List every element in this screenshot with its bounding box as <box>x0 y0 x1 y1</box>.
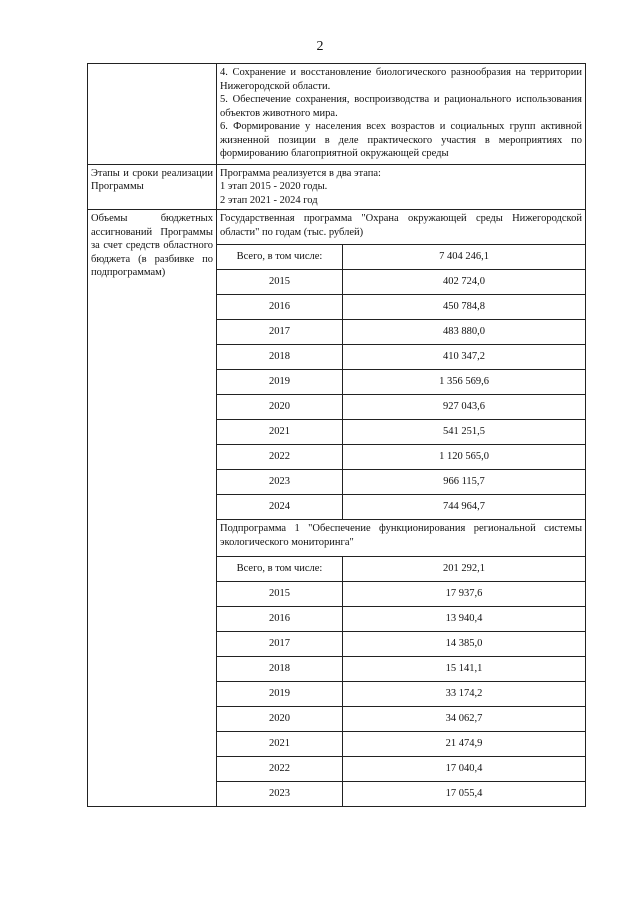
subprogram-row <box>217 557 585 582</box>
state-program-row <box>217 345 585 370</box>
amount-cell: 34 062,7 <box>343 707 586 732</box>
state-program-table <box>217 244 585 520</box>
year-cell: 2015 <box>217 582 343 607</box>
year-cell: 2020 <box>217 707 343 732</box>
amount-cell: 541 251,5 <box>343 420 586 445</box>
year-cell: 2022 <box>217 757 343 782</box>
subprogram-row <box>217 582 585 607</box>
stages-line-3: 2 этап 2021 - 2024 год <box>220 194 318 206</box>
state-program-row <box>217 395 585 420</box>
budget-label: Объемы бюджетных ассигнований Программы за счет средств областного бюджета (в разбивке по подпрограммам) <box>88 210 217 807</box>
budget-row <box>88 210 586 807</box>
amount-cell: 966 115,7 <box>343 470 586 495</box>
subprogram-row <box>217 682 585 707</box>
year-cell: 2023 <box>217 782 343 807</box>
subprogram-row <box>217 632 585 657</box>
amount-cell: 927 043,6 <box>343 395 586 420</box>
amount-cell: 17 937,6 <box>343 582 586 607</box>
stages-line-1: Программа реализуется в два этапа: <box>220 167 381 179</box>
subprogram-table <box>217 556 585 806</box>
state-program-row <box>217 270 585 295</box>
amount-cell: 21 474,9 <box>343 732 586 757</box>
stages-line-2: 1 этап 2015 - 2020 годы. <box>220 181 328 192</box>
state-program-row <box>217 495 585 520</box>
task-6: 6. Формирование у населения всех возрастов и социальных групп активной жизненной позиции в деле практического участия в мероприятиях по формированию благоприятной окружающей среды <box>220 121 582 159</box>
subprogram-row <box>217 607 585 632</box>
state-program-title: Государственная программа "Охрана окружающей среды Нижегородской области" по годам (тыс. рублей) <box>220 213 582 238</box>
state-program-row <box>217 295 585 320</box>
amount-cell: 33 174,2 <box>343 682 586 707</box>
year-cell: 2020 <box>217 395 343 420</box>
year-cell: 2021 <box>217 420 343 445</box>
year-cell: 2015 <box>217 270 343 295</box>
year-cell: Всего, в том числе: <box>217 245 343 270</box>
task-5: 5. Обеспечение сохранения, воспроизводства и рационального использования объектов животного мира. <box>220 94 582 119</box>
amount-cell: 201 292,1 <box>343 557 586 582</box>
amount-cell: 1 356 569,6 <box>343 370 586 395</box>
amount-cell: 7 404 246,1 <box>343 245 586 270</box>
tasks-label-cell <box>88 64 217 165</box>
subprogram-row <box>217 732 585 757</box>
amount-cell: 14 385,0 <box>343 632 586 657</box>
subprogram-row <box>217 707 585 732</box>
tasks-cell <box>217 64 586 165</box>
amount-cell: 17 040,4 <box>343 757 586 782</box>
subprogram-row <box>217 757 585 782</box>
year-cell: 2017 <box>217 320 343 345</box>
amount-cell: 450 784,8 <box>343 295 586 320</box>
year-cell: 2016 <box>217 607 343 632</box>
year-cell: 2017 <box>217 632 343 657</box>
state-program-row <box>217 370 585 395</box>
amount-cell: 410 347,2 <box>343 345 586 370</box>
state-program-row <box>217 320 585 345</box>
year-cell: 2018 <box>217 657 343 682</box>
subprogram-row <box>217 782 585 807</box>
state-program-row <box>217 470 585 495</box>
stages-cell <box>217 164 586 210</box>
task-4: 4. Сохранение и восстановление биологического разнообразия на территории Нижегородской области. <box>220 67 582 92</box>
state-program-row <box>217 245 585 270</box>
amount-cell: 1 120 565,0 <box>343 445 586 470</box>
year-cell: 2018 <box>217 345 343 370</box>
year-cell: 2024 <box>217 495 343 520</box>
program-passport-table <box>87 63 586 807</box>
year-cell: 2019 <box>217 682 343 707</box>
amount-cell: 483 880,0 <box>343 320 586 345</box>
stages-row <box>88 164 586 210</box>
subprogram-title: Подпрограмма 1 "Обеспечение функционирования региональной системы экологического мониторинга" <box>220 523 582 548</box>
year-cell: 2023 <box>217 470 343 495</box>
year-cell: 2016 <box>217 295 343 320</box>
stages-label: Этапы и сроки реализации Программы <box>88 164 217 210</box>
year-cell: 2021 <box>217 732 343 757</box>
year-cell: 2022 <box>217 445 343 470</box>
subprogram-row <box>217 657 585 682</box>
amount-cell: 402 724,0 <box>343 270 586 295</box>
state-program-row <box>217 445 585 470</box>
year-cell: Всего, в том числе: <box>217 557 343 582</box>
page-number: 2 <box>316 39 324 54</box>
amount-cell: 15 141,1 <box>343 657 586 682</box>
tasks-row <box>88 64 586 165</box>
amount-cell: 13 940,4 <box>343 607 586 632</box>
state-program-row <box>217 420 585 445</box>
amount-cell: 17 055,4 <box>343 782 586 807</box>
amount-cell: 744 964,7 <box>343 495 586 520</box>
year-cell: 2019 <box>217 370 343 395</box>
budget-cell <box>217 210 586 807</box>
